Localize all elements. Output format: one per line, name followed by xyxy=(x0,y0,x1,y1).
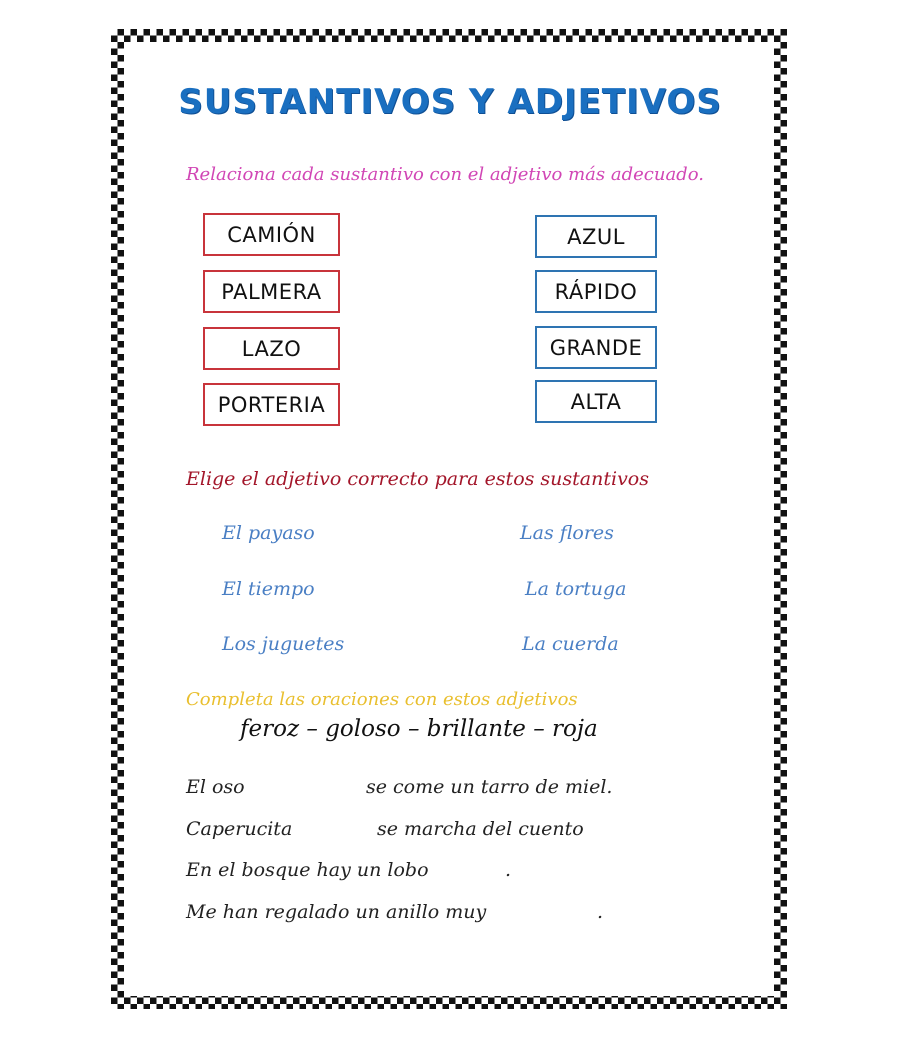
noun-item: La tortuga xyxy=(525,578,627,600)
sentence-start: Caperucita xyxy=(186,818,293,840)
noun-box-camion[interactable]: CAMIÓN xyxy=(203,213,340,256)
instruction-match: Relaciona cada sustantivo con el adjetivo más adecuado. xyxy=(186,164,704,185)
page-area xyxy=(124,42,774,996)
noun-box-porteria[interactable]: PORTERIA xyxy=(203,383,340,426)
adjective-box-rapido[interactable]: RÁPIDO xyxy=(535,270,657,313)
noun-box-palmera[interactable]: PALMERA xyxy=(203,270,340,313)
worksheet-title: SUSTANTIVOS Y ADJETIVOS xyxy=(178,82,722,122)
adjective-box-azul[interactable]: AZUL xyxy=(535,215,657,258)
noun-box-lazo[interactable]: LAZO xyxy=(203,327,340,370)
adjective-box-grande[interactable]: GRANDE xyxy=(535,326,657,369)
sentence-end: . xyxy=(597,901,604,923)
adjective-box-alta[interactable]: ALTA xyxy=(535,380,657,423)
instruction-complete: Completa las oraciones con estos adjetivos xyxy=(186,689,578,710)
sentence-end: se marcha del cuento xyxy=(377,818,584,840)
sentence-start: Me han regalado un anillo muy xyxy=(186,901,487,923)
noun-item: El payaso xyxy=(222,522,315,544)
sentence-start: El oso xyxy=(186,776,245,798)
sentence-end: . xyxy=(505,859,512,881)
sentence-end: se come un tarro de miel. xyxy=(366,776,613,798)
instruction-choose: Elige el adjetivo correcto para estos sustantivos xyxy=(186,468,649,490)
sentence-start: En el bosque hay un lobo xyxy=(186,859,429,881)
noun-item: La cuerda xyxy=(522,633,619,655)
word-bank: feroz – goloso – brillante – roja xyxy=(240,716,598,742)
noun-item: Las flores xyxy=(520,522,614,544)
noun-item: Los juguetes xyxy=(222,633,345,655)
noun-item: El tiempo xyxy=(222,578,315,600)
